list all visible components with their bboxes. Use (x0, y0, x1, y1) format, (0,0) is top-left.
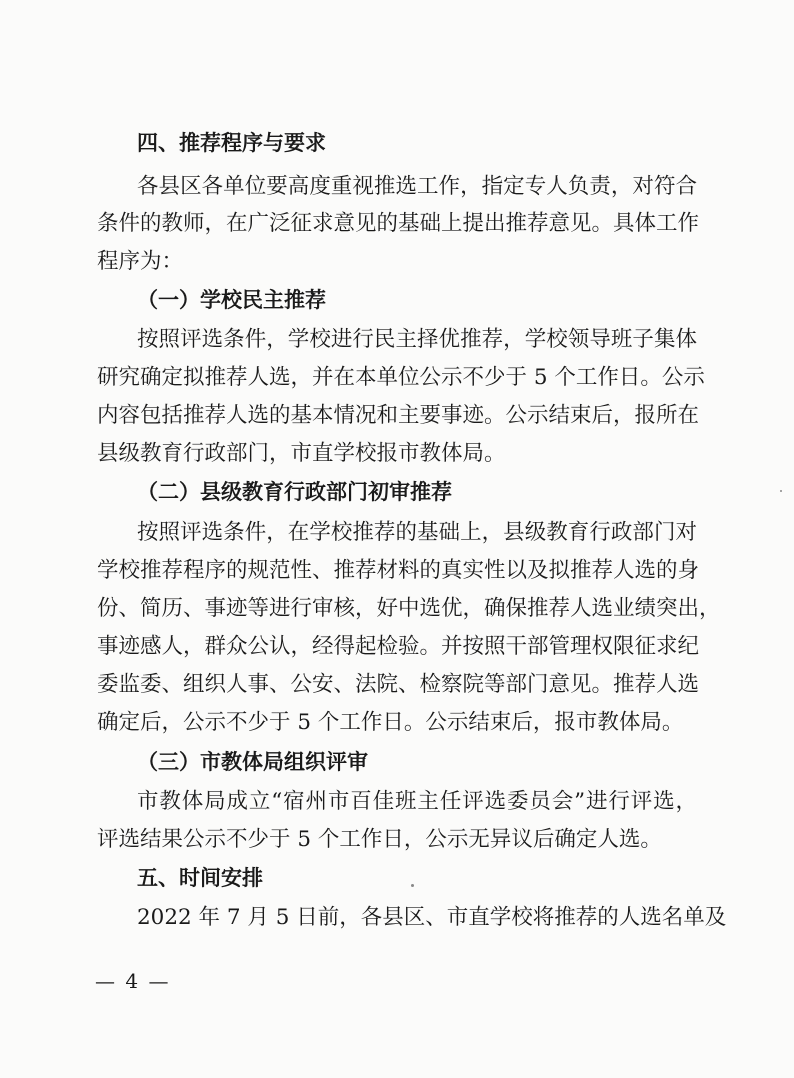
paragraph-line: 研究确定拟推荐人选，并在本单位公示不少于 5 个工作日。公示 (97, 365, 705, 390)
subsection-heading-2: （二）县级教育行政部门初审推荐 (137, 479, 452, 504)
paragraph-line: 学校推荐程序的规范性、推荐材料的真实性以及拟推荐人选的身 (97, 558, 700, 583)
paragraph-line: 份、简历、事迹等进行审核，好中选优，确保推荐人选业绩突出， (97, 596, 721, 621)
scan-speck (411, 884, 414, 887)
subsection-heading-1: （一）学校民主推荐 (137, 287, 326, 312)
page-number: — 4 — (95, 969, 171, 993)
paragraph-line: 按照评选条件，学校进行民主择优推荐，学校领导班子集体 (137, 327, 697, 352)
paragraph-line: 条件的教师，在广泛征求意见的基础上提出推荐意见。具体工作 (97, 211, 700, 236)
paragraph-line: 县级教育行政部门，市直学校报市教体局。 (97, 441, 506, 466)
section-heading-four: 四、推荐程序与要求 (137, 131, 326, 155)
paragraph-line: 2022 年 7 月 5 日前，各县区、市直学校将推荐的人选名单及 (137, 905, 727, 930)
paragraph-line: 事迹感人，群众公认，经得起检验。并按照干部管理权限征求纪 (97, 634, 700, 659)
paragraph-line: 确定后，公示不少于 5 个工作日。公示结束后，报市教体局。 (97, 710, 684, 735)
paragraph-line: 程序为： (97, 249, 184, 274)
paragraph-line: 内容包括推荐人选的基本情况和主要事迹。公示结束后，报所在 (97, 403, 700, 428)
paragraph-line: 委监委、组织人事、公安、法院、检察院等部门意见。推荐人选 (97, 672, 700, 697)
section-heading-five: 五、时间安排 (137, 866, 263, 890)
subsection-heading-3: （三）市教体局组织评审 (137, 749, 368, 774)
paragraph-line: 市教体局成立“宿州市百佳班主任评选委员会”进行评选， (137, 789, 697, 814)
paragraph-line: 评选结果公示不少于 5 个工作日，公示无异议后确定人选。 (97, 827, 662, 852)
paragraph-line: 各县区各单位要高度重视推选工作，指定专人负责，对符合 (137, 174, 697, 199)
paragraph-line: 按照评选条件，在学校推荐的基础上，县级教育行政部门对 (137, 520, 697, 545)
scan-speck (780, 490, 782, 492)
